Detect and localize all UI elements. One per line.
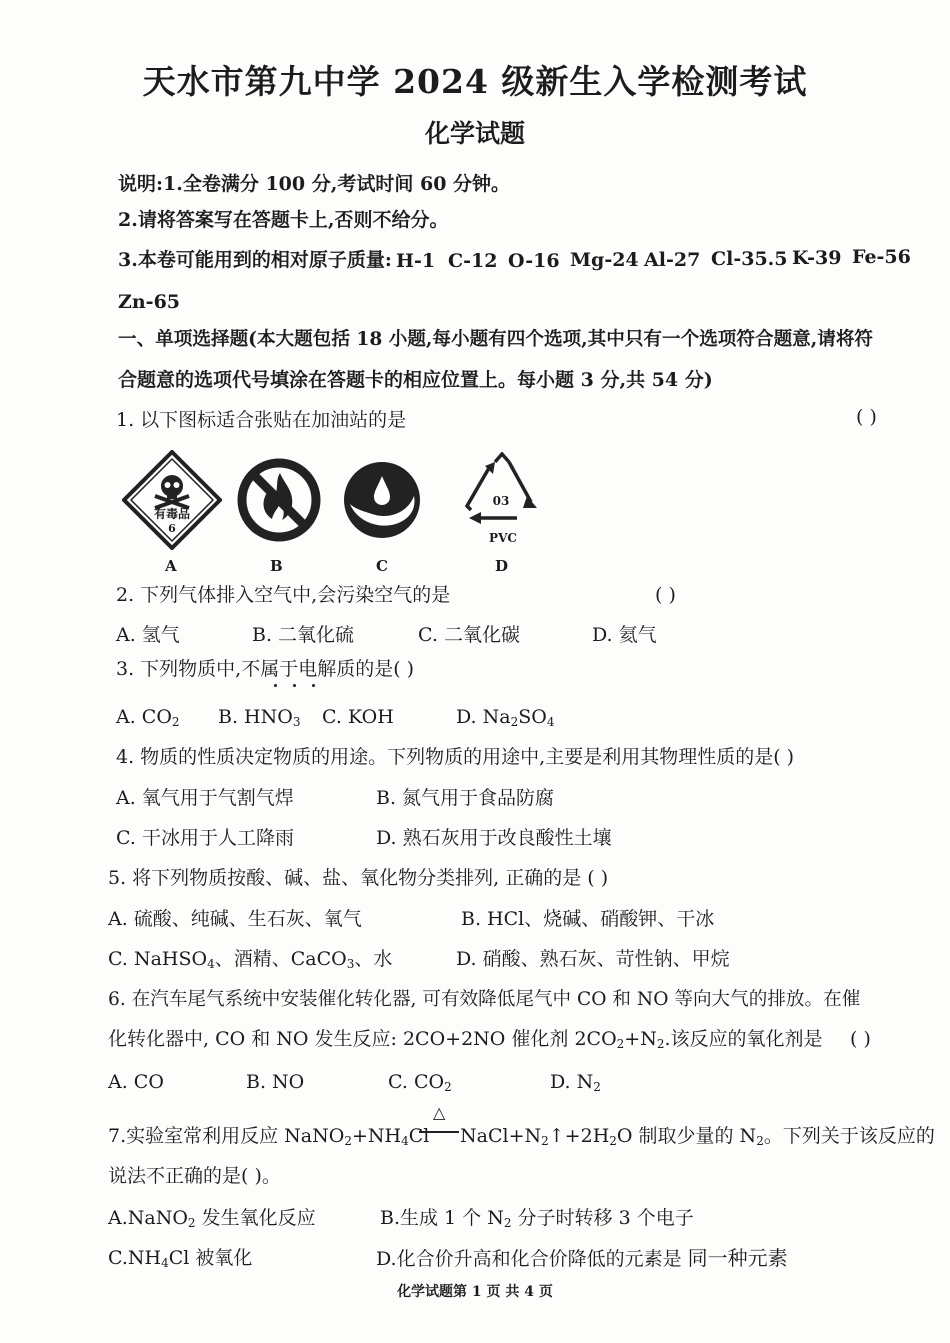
water-saving-icon (342, 460, 422, 540)
section-heading-line-1: 一、单项选择题(本大题包括 18 小题,每小题有四个选项,其中只有一个选项符合题意,请将符 (118, 329, 874, 350)
q5-option-b: B. HCl、烧碱、硝酸钾、干冰 (461, 908, 715, 930)
q7-products-water: ↑+2H (548, 1125, 610, 1147)
page-footer: 化学试题第 1 页 共 4 页 (397, 1284, 553, 1300)
instruction-line-2: 2.请将答案写在答题卡上,否则不给分。 (118, 209, 449, 231)
exam-title: 天水市第九中学 2024 级新生入学检测考试 (142, 62, 808, 101)
q7-option-a-end: 发生氧化反应 (195, 1207, 316, 1229)
q6-option-d-text: D. N (550, 1071, 594, 1093)
subscript: 2 (444, 1080, 452, 1094)
q7-option-a-text: A.NaNO (108, 1207, 188, 1229)
subscript: 4 (161, 1256, 169, 1270)
q1-answer-blank: ( ) (856, 406, 877, 428)
q5-option-a: A. 硫酸、纯碱、生石灰、氧气 (108, 908, 362, 930)
subscript: 2 (656, 1037, 665, 1051)
q2-option-b: B. 二氧化硫 (252, 624, 355, 646)
q6-option-a: A. CO (108, 1071, 164, 1093)
subscript: 2 (187, 1216, 196, 1230)
subscript: 4 (546, 715, 555, 729)
reaction-arrow (419, 1131, 459, 1133)
q1-option-b-label: B (270, 557, 283, 575)
q5-stem: 5. 将下列物质按酸、碱、盐、氧化物分类排列, 正确的是 ( ) (108, 867, 609, 889)
q2-option-a: A. 氢气 (116, 624, 180, 646)
atomic-mass-o: O-16 (508, 250, 560, 272)
emphasis-dot (312, 684, 315, 687)
q6-option-d (550, 1070, 601, 1099)
emphasis-dot (274, 684, 277, 687)
atomic-mass-k: K-39 (792, 247, 842, 269)
atomic-mass-cl: Cl-35.5 (711, 248, 788, 270)
q4-option-d: D. 熟石灰用于改良酸性土壤 (376, 827, 612, 849)
q3-option-d-mid: SO (518, 706, 547, 728)
subscript: 2 (541, 1134, 549, 1148)
q5-option-d: D. 硝酸、熟石灰、苛性钠、甲烷 (456, 948, 730, 970)
q3-option-d (456, 705, 554, 734)
section-heading-line-2: 合题意的选项代号填涂在答题卡的相应位置上。每小题 3 分,共 54 分) (118, 369, 713, 391)
poison-icon-number: 6 (168, 522, 176, 535)
instruction-line-1: 说明:1.全卷满分 100 分,考试时间 60 分钟。 (118, 173, 511, 195)
q5-option-c-mid: 、酒精、CaCO (214, 948, 347, 970)
emphasis-dot (293, 684, 296, 687)
q5-option-c-end: 、水 (354, 948, 393, 970)
instruction-line-3 (118, 248, 392, 272)
subscript: 2 (171, 715, 180, 729)
q3-stem (116, 657, 414, 681)
atomic-mass-h: H-1 (396, 250, 436, 272)
subscript: 2 (756, 1134, 764, 1148)
q3-option-d-text: D. Na (456, 706, 511, 728)
heat-symbol: △ (433, 1103, 446, 1122)
subscript: 2 (609, 1134, 617, 1148)
q7-stem-line-2: 说法不正确的是( )。 (108, 1165, 281, 1187)
subscript: 2 (593, 1080, 601, 1094)
atomic-mass-mg: Mg-24 (570, 249, 639, 271)
subscript: 4 (207, 957, 215, 971)
q6-answer-blank: ( ) (850, 1028, 871, 1050)
atomic-mass-al: Al-27 (644, 249, 701, 271)
q4-option-b: B. 氮气用于食品防腐 (376, 787, 555, 809)
q7-line-1-rest: O 制取少量的 N (616, 1125, 757, 1147)
q6-option-b: B. NO (246, 1071, 305, 1093)
q3-option-a (116, 705, 180, 734)
q6-option-c-text: C. CO (388, 1071, 445, 1093)
atomic-mass-prefix: 3.本卷可能用到的相对原子质量: (118, 249, 392, 271)
q7-option-c-text: C.NH (108, 1247, 162, 1269)
q4-stem: 4. 物质的性质决定物质的用途。下列物质的用途中,主要是利用其物理性质的是( ) (116, 746, 795, 768)
q7-products: NaCl+N (460, 1125, 542, 1147)
poison-diamond-icon (122, 450, 222, 550)
recycle-pvc-label: PVC (489, 531, 517, 545)
q6-stem-line-2 (108, 1027, 823, 1056)
exam-subtitle: 化学试题 (424, 119, 525, 148)
q7-option-d (376, 1246, 788, 1271)
subscript: 3 (346, 957, 355, 971)
q1-option-c-label: C (376, 557, 388, 575)
q6-line-2-end: .该反应的氧化剂是 (664, 1028, 823, 1050)
recycle-code: 03 (492, 494, 510, 508)
q3-option-b (218, 705, 300, 734)
q7-option-d-text: D.化合价升高和化合价降低的元素是 (376, 1248, 682, 1270)
q7-option-b-end: 分子时转移 3 个电子 (511, 1207, 694, 1229)
q7-option-a (108, 1206, 316, 1235)
atomic-mass-fe: Fe-56 (852, 246, 911, 268)
atomic-mass-zn: Zn-65 (118, 291, 181, 313)
subscript: 2 (510, 715, 519, 729)
handwritten-answer: 同一种元素 (687, 1246, 788, 1270)
q6-stem-line-1: 6. 在汽车尾气系统中安装催化转化器, 可有效降低尾气中 CO 和 NO 等向大气的排放。在催 (108, 989, 861, 1010)
q6-option-c (388, 1070, 452, 1099)
q3-stem-start: 3. 下列物质中, (116, 658, 242, 680)
q7-option-b-text: B.生成 1 个 N (380, 1207, 504, 1229)
q7-line-1-text: 7.实验室常利用反应 NaNO (108, 1125, 345, 1147)
subscript: 3 (292, 715, 301, 729)
subscript: 2 (344, 1134, 352, 1148)
q1-option-a-label: A (165, 557, 177, 575)
q6-line-2-mid: +N (624, 1028, 657, 1050)
subscript: 4 (401, 1134, 409, 1148)
q2-answer-blank: ( ) (655, 584, 676, 606)
q7-option-c-end: Cl 被氧化 (168, 1247, 253, 1269)
q3-option-b-text: B. HNO (218, 706, 293, 728)
q4-option-c: C. 干冰用于人工降雨 (116, 827, 294, 849)
recycle-pvc-icon (457, 452, 547, 532)
q5-option-c (108, 947, 392, 976)
q3-stem-end: 电解质的是( ) (298, 658, 415, 680)
q7-line-1-plus: +NH (351, 1125, 402, 1147)
q6-line-2-text: 化转化器中, CO 和 NO 发生反应: 2CO+2NO 催化剂 2CO (108, 1028, 617, 1050)
no-fire-icon (236, 457, 322, 543)
subscript: 2 (616, 1037, 625, 1051)
q7-option-c (108, 1246, 252, 1275)
q7-stem-line-1-end (460, 1124, 935, 1153)
q7-stem-line-1-start (108, 1124, 429, 1153)
q4-option-a: A. 氧气用于气割气焊 (116, 787, 294, 809)
q3-option-c: C. KOH (322, 706, 394, 728)
subscript: 2 (503, 1216, 512, 1230)
q5-option-c-text: C. NaHSO (108, 948, 208, 970)
q7-option-b (380, 1206, 694, 1235)
q1-option-d-label: D (495, 557, 509, 575)
atomic-mass-c: C-12 (448, 250, 498, 272)
q2-option-d: D. 氦气 (592, 624, 657, 646)
q7-line-1-tail: 。下列关于该反应的 (763, 1125, 935, 1147)
q7-line-1-cl: Cl (408, 1125, 430, 1147)
q3-option-a-text: A. CO (116, 706, 172, 728)
q1-stem: 1. 以下图标适合张贴在加油站的是 (116, 409, 407, 431)
q2-option-c: C. 二氧化碳 (418, 624, 520, 646)
q3-stem-emphasis: 不属于 (241, 658, 299, 680)
q2-stem: 2. 下列气体排入空气中,会污染空气的是 (116, 584, 451, 606)
poison-icon-text: 有毒品 (153, 507, 190, 521)
